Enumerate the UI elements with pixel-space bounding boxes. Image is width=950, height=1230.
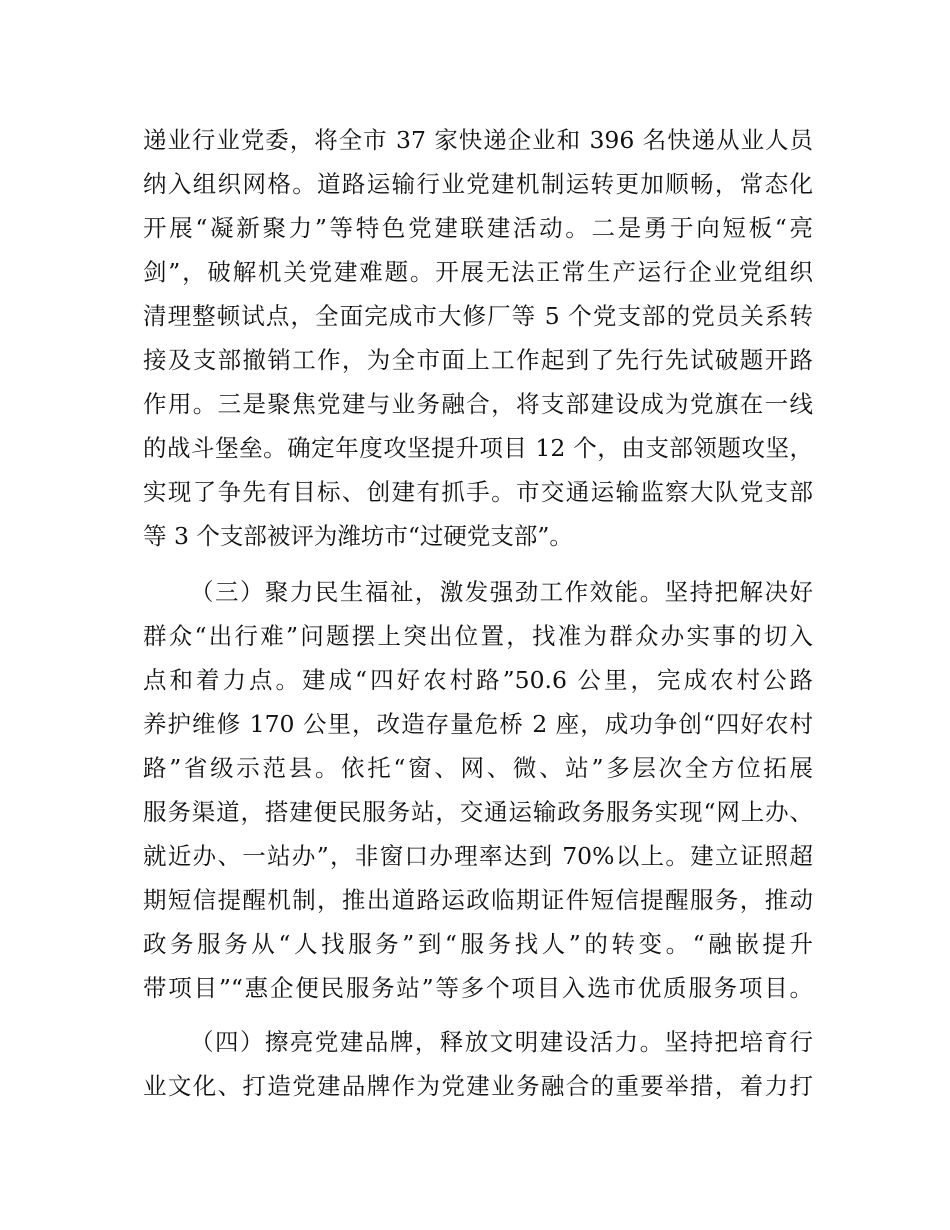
text-line: 点和着力点。建成“四好农村路”50.6 公里，完成农村公路	[143, 666, 813, 694]
text-line: 政务服务从“人找服务”到“服务找人”的转变。“融嵌提升	[143, 930, 813, 958]
text-line: 清理整顿试点，全面完成市大修厂等 5 个党支部的党员关系转	[143, 302, 813, 330]
text-line: 群众“出行难”问题摆上突出位置，找准为群众办实事的切入	[143, 622, 813, 650]
text-line: 路”省级示范县。依托“窗、网、微、站”多层次全方位拓展	[143, 754, 813, 782]
text-line: 业文化、打造党建品牌作为党建业务融合的重要举措，着力打	[143, 1072, 813, 1100]
text-line: 开展“凝新聚力”等特色党建联建活动。二是勇于向短板“亮	[143, 214, 813, 242]
text-line: 等 3 个支部被评为潍坊市“过硬党支部”。	[143, 522, 573, 550]
text-line: 带项目”“惠企便民服务站”等多个项目入选市优质服务项目。	[143, 974, 813, 1002]
text-line: 就近办、一站办”，非窗口办理率达到 70%以上。建立证照超	[143, 842, 813, 870]
text-line: 递业行业党委，将全市 37 家快递企业和 396 名快递从业人员	[143, 126, 813, 154]
text-line: 剑”，破解机关党建难题。开展无法正常生产运行企业党组织	[143, 258, 813, 286]
text-line: 的战斗堡垒。确定年度攻坚提升项目 12 个，由支部领题攻坚，	[143, 434, 813, 462]
text-line: 作用。三是聚焦党建与业务融合，将支部建设成为党旗在一线	[143, 390, 813, 418]
text-line: 服务渠道，搭建便民服务站，交通运输政务服务实现“网上办、	[143, 798, 813, 826]
text-line: 实现了争先有目标、创建有抓手。市交通运输监察大队党支部	[143, 478, 813, 506]
text-line: 养护维修 170 公里，改造存量危桥 2 座，成功争创“四好农村	[143, 710, 813, 738]
text-line: 纳入组织网格。道路运输行业党建机制运转更加顺畅，常态化	[143, 170, 813, 198]
section-heading-line: （三）聚力民生福祉，激发强劲工作效能。坚持把解决好	[190, 578, 813, 606]
text-line: 接及支部撤销工作，为全市面上工作起到了先行先试破题开路	[143, 346, 813, 374]
section-heading-line: （四）擦亮党建品牌，释放文明建设活力。坚持把培育行	[190, 1028, 813, 1056]
text-line: 期短信提醒机制，推出道路运政临期证件短信提醒服务，推动	[143, 886, 813, 914]
